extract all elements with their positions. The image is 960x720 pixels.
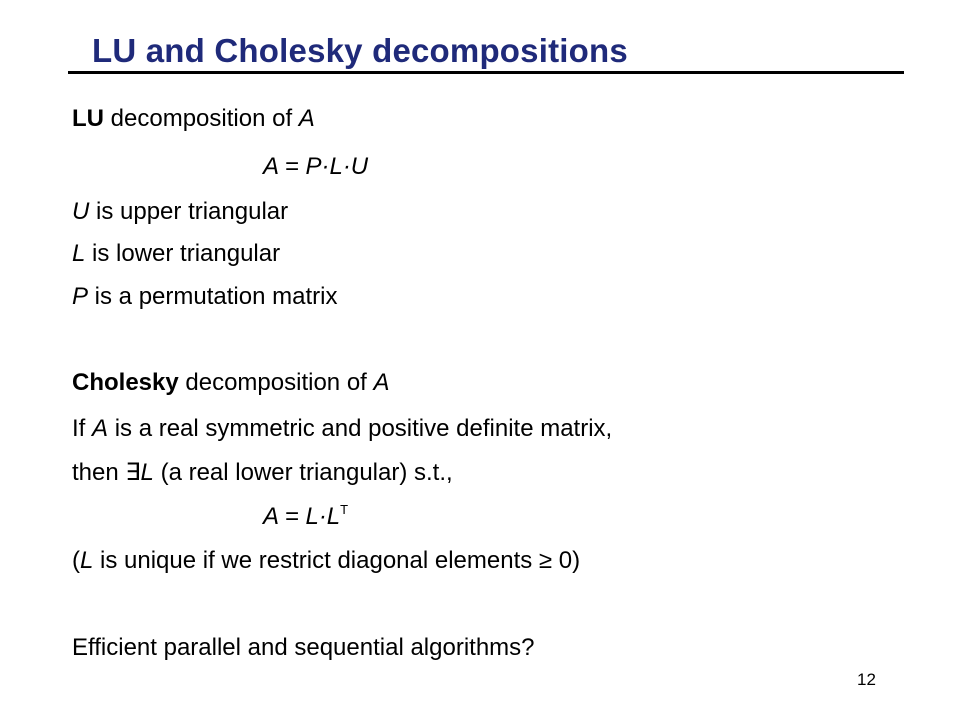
- title-underline: [68, 71, 904, 74]
- cholesky-condition: [72, 414, 612, 444]
- lu-heading-bold: LU: [72, 105, 104, 132]
- closing-question: Efficient parallel and sequential algorithms?: [72, 634, 535, 661]
- lu-line-lower-text: is lower triangular: [85, 240, 281, 267]
- cholesky-condition-var: A: [92, 415, 109, 442]
- cholesky-uniqueness: [72, 546, 580, 576]
- cholesky-heading-var: A: [373, 369, 390, 396]
- lu-line-upper-text: is upper triangular: [89, 198, 289, 225]
- cholesky-formula-text: A = L·L: [263, 503, 341, 530]
- page-number: 12: [857, 670, 876, 689]
- lu-line-permutation: [72, 282, 337, 312]
- lu-line-permutation-text: is a permutation matrix: [88, 283, 338, 310]
- cholesky-uniqueness-pre: (: [72, 547, 80, 574]
- cholesky-existence-post: (a real lower triangular) s.t.,: [153, 459, 453, 486]
- lu-line-lower: [72, 239, 280, 269]
- lu-heading: [72, 104, 315, 134]
- slide-title: LU and Cholesky decompositions: [92, 32, 628, 69]
- cholesky-existence: [72, 458, 453, 488]
- lu-heading-var: A: [298, 105, 315, 132]
- cholesky-condition-pre: If: [72, 415, 93, 442]
- cholesky-heading: [72, 368, 390, 398]
- cholesky-heading-text: decomposition of: [178, 369, 374, 396]
- lu-line-upper-var: U: [72, 198, 90, 225]
- lu-line-lower-var: L: [72, 240, 86, 267]
- cholesky-existence-var: L: [140, 459, 154, 486]
- cholesky-existence-pre: then ∃: [72, 459, 141, 486]
- cholesky-formula-superscript: T: [340, 502, 349, 517]
- lu-line-permutation-var: P: [72, 283, 89, 310]
- cholesky-condition-post: is a real symmetric and positive definite matrix,: [108, 415, 613, 442]
- lu-formula: A = P·L·U: [263, 153, 369, 180]
- cholesky-uniqueness-post: is unique if we restrict diagonal elements ≥ 0): [93, 547, 581, 574]
- cholesky-heading-bold: Cholesky: [72, 369, 179, 396]
- cholesky-formula: [263, 502, 348, 532]
- lu-line-upper: [72, 197, 288, 227]
- cholesky-uniqueness-var: L: [80, 547, 94, 574]
- lu-heading-text: decomposition of: [104, 105, 299, 132]
